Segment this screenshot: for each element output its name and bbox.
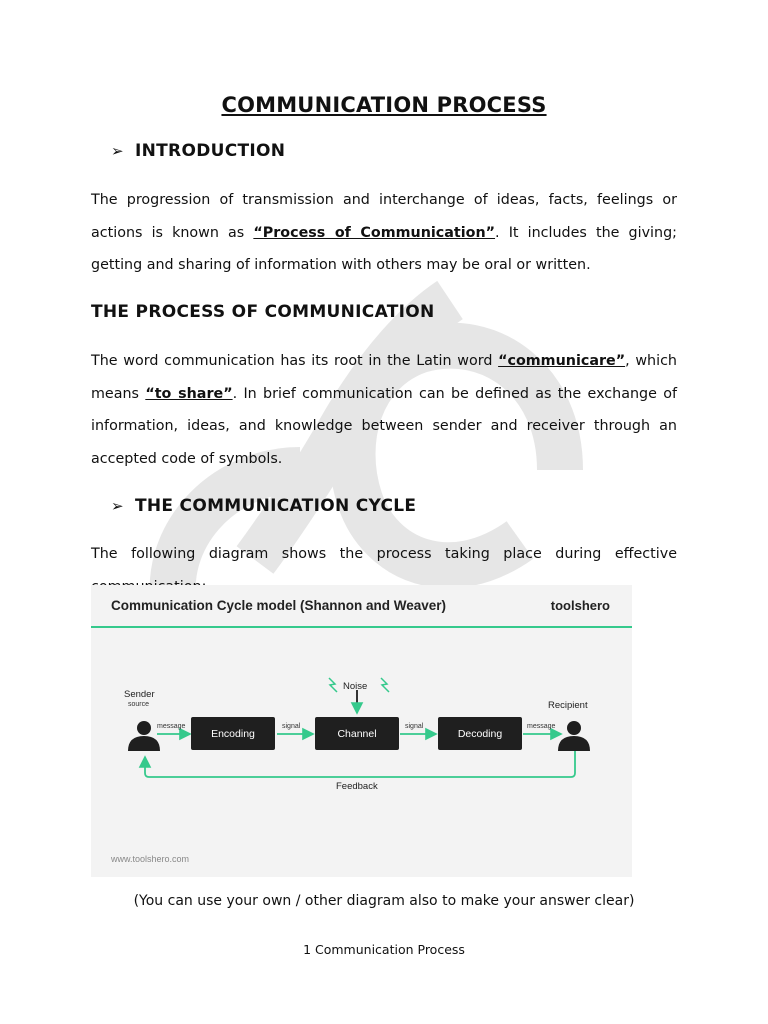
process-text-2: , which means bbox=[91, 353, 677, 402]
diagram-title: Communication Cycle model (Shannon and Weaver) bbox=[111, 598, 447, 613]
edge-label-signal: signal bbox=[282, 723, 301, 730]
diagram-brand: toolshero bbox=[550, 598, 610, 613]
feedback-label: Feedback bbox=[336, 781, 378, 792]
diagram-caption: (You can use your own / other diagram also to make your answer clear) bbox=[133, 893, 635, 909]
process-term-communicare: “communicare” bbox=[498, 353, 626, 369]
intro-term-process: “Process of Communication” bbox=[253, 224, 496, 241]
introduction-heading bbox=[111, 141, 285, 161]
document-title: COMMUNICATION PROCESS bbox=[221, 93, 547, 117]
process-paragraph bbox=[91, 345, 677, 475]
diagram-source-url: www.toolshero.com bbox=[111, 854, 190, 864]
communication-cycle-diagram bbox=[91, 585, 632, 877]
sender-label: Sender bbox=[124, 689, 155, 700]
cycle-paragraph: The following diagram shows the process taking place during effective bbox=[91, 546, 677, 562]
page-footer: 1 Communication Process bbox=[303, 942, 465, 957]
channel-box: Channel bbox=[315, 717, 399, 750]
cycle-heading-text: THE COMMUNICATION CYCLE bbox=[135, 496, 417, 516]
cycle-heading bbox=[111, 496, 416, 516]
recipient-label: Recipient bbox=[548, 700, 588, 711]
sender-sub-label: source bbox=[128, 701, 150, 708]
process-heading: THE PROCESS OF COMMUNICATION bbox=[91, 302, 435, 322]
encoding-box: Encoding bbox=[191, 717, 275, 750]
intro-text-1: The progression of transmission and interchange of ideas, facts, feelings or actions is known as bbox=[91, 192, 677, 241]
arrow-bullet-icon: ➢ bbox=[111, 142, 124, 160]
decoding-box: Decoding bbox=[438, 717, 522, 750]
introduction-paragraph bbox=[91, 184, 677, 282]
feedback-loop bbox=[145, 750, 575, 777]
process-text-3: . In brief communication can be defined as the exchange of information, ideas, and knowledge between sender and receiver through an accepted code of symbols. bbox=[91, 385, 677, 467]
introduction-heading-text: INTRODUCTION bbox=[135, 141, 286, 161]
recipient-person-icon bbox=[556, 721, 592, 751]
process-term-to-share: “to share” bbox=[145, 385, 233, 402]
process-text-1: The word communication has its root in the Latin word bbox=[91, 353, 499, 369]
noise-label: Noise bbox=[343, 681, 368, 692]
edge-label-message: message bbox=[157, 723, 186, 730]
arrow-bullet-icon: ➢ bbox=[111, 497, 124, 515]
intro-text-2: . It includes the giving; getting and sharing of information with others may be oral or written. bbox=[91, 224, 677, 273]
edge-label-message: message bbox=[527, 723, 556, 730]
edge-label-signal: signal bbox=[405, 723, 424, 730]
